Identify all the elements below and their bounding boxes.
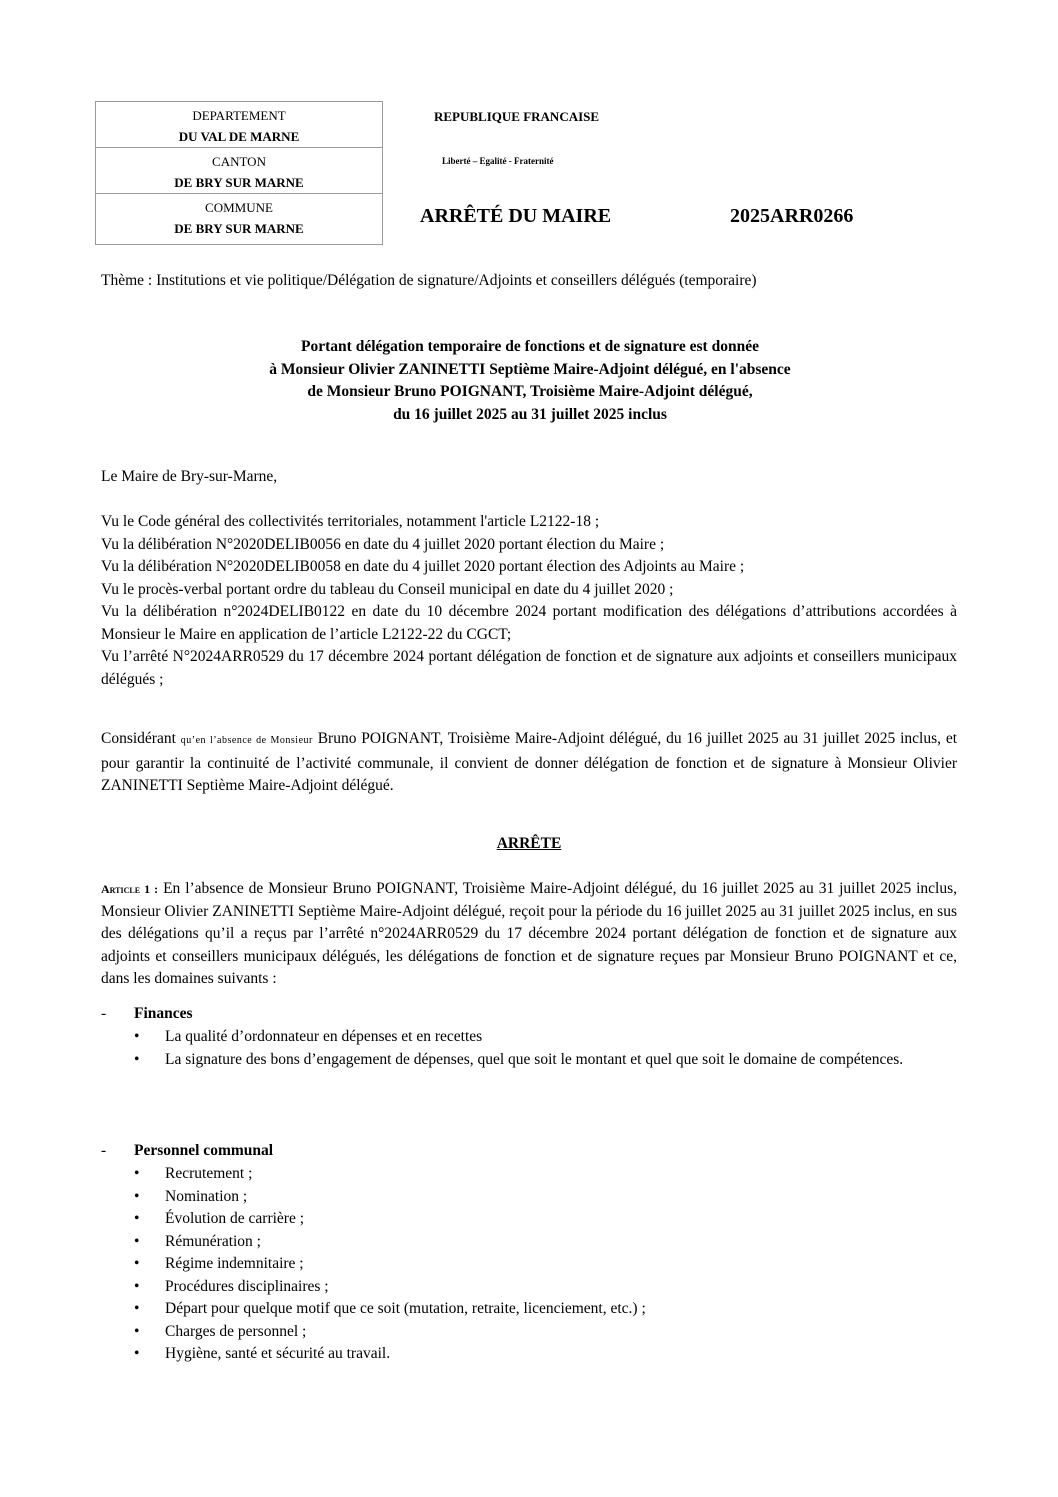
arrete-heading: ARRÊTE — [496, 835, 562, 852]
departement-label: DEPARTEMENT — [192, 108, 286, 123]
list-item: • Évolution de carrière ; — [134, 1208, 956, 1231]
subject-line: Portant délégation temporaire de fonctions et de signature est donnée — [301, 338, 759, 355]
commune-value: DE BRY SUR MARNE — [174, 221, 304, 236]
canton-label: CANTON — [212, 154, 266, 169]
list-item: • Départ pour quelque motif que ce soit (mutation, retraite, licenciement, etc.) ; — [134, 1298, 956, 1321]
administrative-header-box — [95, 101, 383, 245]
article-1-label: Article 1 : — [101, 882, 159, 896]
section-dash: - — [101, 1005, 107, 1022]
canton-cell — [96, 148, 382, 194]
subject-line: du 16 juillet 2025 au 31 juillet 2025 inclus — [393, 405, 667, 423]
section-personnel-heading — [101, 1140, 273, 1163]
visa-line: Vu la délibération n°2024DELIB0122 en date du 10 décembre 2024 portant modification des délégations d’attributions accordées à Monsieur le Maire en application de l’article L2122-22 du CGCT; — [101, 603, 957, 643]
visa-line: Vu le procès-verbal portant ordre du tableau du Conseil municipal en date du 4 juillet 2020 ; — [101, 580, 674, 598]
considerant-text: Bruno POIGNANT, Troisième Maire-Adjoint délégué, du 16 juillet 2025 au 31 juillet 2025 inclus, et pour garantir la continuité de l’activité communale, il convient de donner délégation de fonction et de signature à Monsieur Olivier ZANINETTI Septième Maire-Adjoint délégué. — [101, 730, 958, 794]
list-item: • La qualité d’ordonnateur en dépenses et en recettes — [134, 1026, 956, 1049]
bullet-icon: • — [134, 1322, 140, 1340]
list-item: • Charges de personnel ; — [134, 1321, 956, 1344]
bullet-icon: • — [134, 1232, 140, 1250]
visas-block — [101, 511, 957, 691]
finances-list — [134, 1026, 956, 1071]
document-subject — [120, 336, 940, 426]
canton-value: DE BRY SUR MARNE — [174, 175, 304, 190]
personnel-list — [134, 1163, 956, 1366]
commune-label: COMMUNE — [205, 200, 273, 215]
republique-heading: REPUBLIQUE FRANCAISE — [434, 109, 600, 124]
visa-line: Vu la délibération N°2020DELIB0058 en date du 4 juillet 2020 portant élection des Adjoints au Maire ; — [101, 558, 745, 575]
section-dash: - — [101, 1142, 107, 1159]
bullet-icon: • — [134, 1028, 140, 1045]
list-item: • Nomination ; — [134, 1186, 956, 1209]
visa-line: Vu l’arrêté N°2024ARR0529 du 17 décembre 2024 portant délégation de fonction et de signature aux adjoints et conseillers municipaux délégués ; — [101, 648, 957, 688]
bullet-icon: • — [134, 1210, 140, 1227]
document-title: ARRÊTÉ DU MAIRE — [420, 205, 612, 227]
considerant-paragraph — [101, 728, 957, 798]
document-number: 2025ARR0266 — [730, 205, 854, 227]
list-item: • Hygiène, santé et sécurité au travail. — [134, 1343, 956, 1366]
bullet-icon: • — [134, 1187, 140, 1205]
subject-line: à Monsieur Olivier ZANINETTI Septième Maire-Adjoint délégué, en l'absence — [269, 360, 791, 378]
departement-cell — [96, 102, 382, 148]
bullet-icon: • — [134, 1300, 140, 1317]
section-title: Finances — [134, 1005, 193, 1022]
republic-motto: Liberté – Egalité - Fraternité — [442, 156, 554, 166]
list-item: • Procédures disciplinaires ; — [134, 1276, 956, 1299]
bullet-icon: • — [134, 1277, 140, 1295]
list-item: • Régime indemnitaire ; — [134, 1253, 956, 1276]
article-1 — [101, 878, 957, 991]
article-1-text: En l’absence de Monsieur Bruno POIGNANT, Troisième Maire-Adjoint délégué, du 16 juillet 2025 au 31 juillet 2025 inclus, Monsieur Olivier ZANINETTI Septième Maire-Adjoint délégué, reçoit pour la période du 16 juillet 2025 au 31 juillet 2025 inclus, en sus des délégations qu’il a reçus par l’arrêté n°2024ARR0529 du 17 décembre 2024 portant délégation de fonction et de signature aux adjoints et conseillers municipaux délégués, les délégations de fonction et de signature reçues par Monsieur Bruno POIGNANT et ce, dans les domaines suivants : — [101, 880, 958, 987]
departement-value: DU VAL DE MARNE — [178, 129, 300, 144]
visa-line: Vu la délibération N°2020DELIB0056 en date du 4 juillet 2020 portant élection du Maire ; — [101, 535, 665, 553]
bullet-icon: • — [134, 1050, 140, 1068]
bullet-icon: • — [134, 1255, 140, 1272]
mayor-intro: Le Maire de Bry-sur-Marne, — [101, 468, 278, 485]
theme-line: Thème : Institutions et vie politique/Délégation de signature/Adjoints et conseillers délégués (temporaire) — [101, 272, 757, 289]
visa-line: Vu le Code général des collectivités territoriales, notamment l'article L2122-18 ; — [101, 513, 600, 530]
commune-cell — [96, 194, 382, 244]
considerant-small-text: qu’en l’absence de Monsieur — [180, 735, 313, 746]
considerant-lead: Considérant — [101, 730, 176, 747]
bullet-icon: • — [134, 1165, 140, 1182]
list-item: • La signature des bons d’engagement de dépenses, quel que soit le montant et quel que soit le domaine de compétences. — [134, 1049, 956, 1072]
bullet-icon: • — [134, 1345, 140, 1362]
list-item: • Rémunération ; — [134, 1231, 956, 1254]
section-title: Personnel communal — [134, 1142, 274, 1159]
section-finances-heading — [101, 1003, 193, 1026]
list-item: • Recrutement ; — [134, 1163, 956, 1186]
subject-line: de Monsieur Bruno POIGNANT, Troisième Maire-Adjoint délégué, — [307, 383, 753, 400]
